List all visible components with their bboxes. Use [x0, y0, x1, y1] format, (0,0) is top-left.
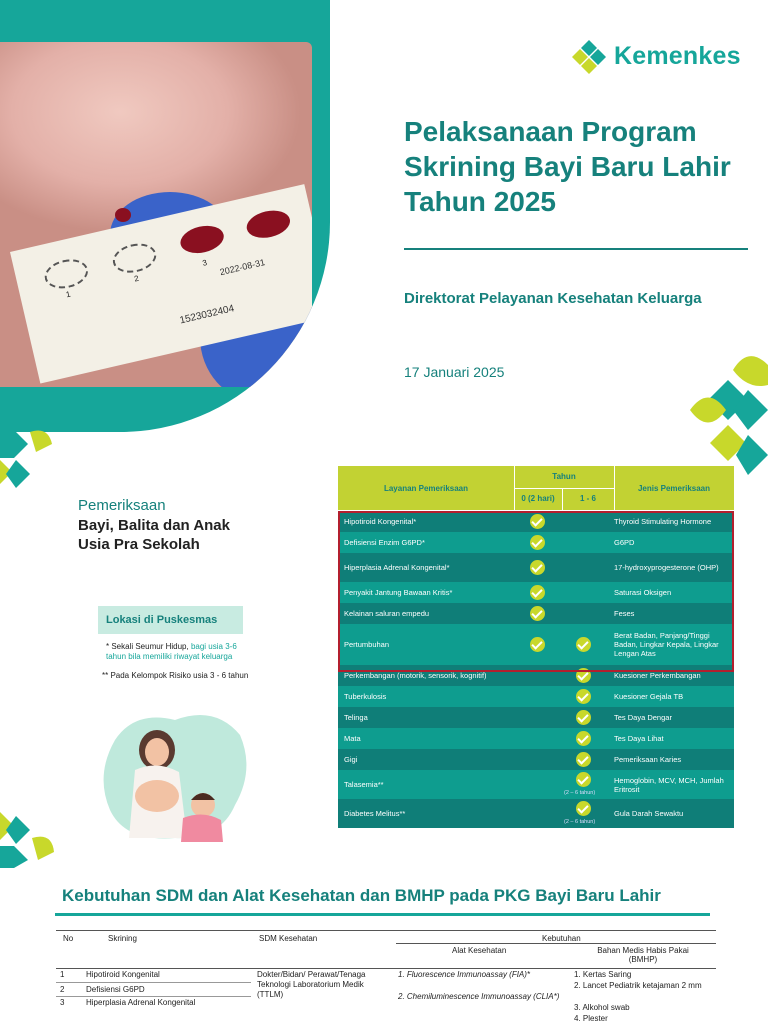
service-name: Mata [344, 733, 361, 743]
bmhp-item: 3. Alkohol swab [574, 1003, 630, 1012]
age-note: (2 – 6 tahun) [564, 790, 596, 796]
age-note: (2 – 6 tahun) [564, 819, 596, 825]
service-name: Pertumbuhan [344, 639, 390, 649]
col-sdm: SDM Kesehatan [259, 934, 318, 943]
row-skrining: Hipotiroid Kongenital [86, 970, 160, 979]
sdm-text: Dokter/Bidan/ Perawat/Tenaga Teknologi Laboratorium Medik (TTLM) [257, 970, 366, 999]
note-2: ** Pada Kelompok Risiko usia 3 - 6 tahun [102, 671, 249, 680]
table-line [56, 968, 716, 969]
highlight-box [338, 511, 734, 672]
exam-type: Pemeriksaan Karies [614, 755, 682, 764]
page-title [404, 114, 754, 219]
col-skrining: Skrining [108, 934, 137, 943]
card-code: 2022-08-31 [218, 257, 266, 278]
service-name: Tuberkulosis [344, 691, 387, 701]
exam-type: Kuesioner Perkembangan [614, 671, 701, 680]
col-kebutuhan: Kebutuhan [542, 934, 581, 943]
bottom-divider [55, 913, 710, 916]
col-alat: Alat Kesehatan [452, 946, 507, 955]
service-name: Hipotiroid Kongenital* [344, 516, 417, 526]
header-divider [514, 488, 614, 489]
service-name: Diabetes Melitus** [344, 808, 406, 818]
title-line: Tahun 2025 [404, 186, 556, 217]
alat-item: 1. Fluorescence Immunoassay (FIA)* [398, 970, 531, 979]
table-header [338, 466, 734, 510]
table-line [56, 930, 716, 931]
exam-type: Thyroid Stimulating Hormone [614, 517, 712, 526]
blood-drop [115, 208, 131, 222]
kemenkes-logo-icon [570, 38, 608, 76]
brand-name: Kemenkes [614, 42, 741, 70]
date: 17 Januari 2025 [404, 364, 505, 380]
sample-circle [42, 255, 91, 292]
service-name: Penyakit Jantung Bawaan Kritis* [344, 587, 453, 597]
decor-left-mid [0, 430, 56, 488]
card-number: 1523032404 [178, 303, 236, 327]
header-jenis: Jenis Pemeriksaan [637, 484, 711, 493]
exam-type: 17-hydroxyprogesterone (OHP) [614, 563, 719, 572]
header-col1: 0 (2 hari) [521, 494, 555, 503]
bmhp-item: 2. Lancet Pediatrik ketajaman 2 mm [574, 981, 702, 990]
table-row [338, 799, 734, 829]
header-tahun: Tahun [552, 472, 576, 481]
exam-type: Feses [614, 609, 635, 618]
header-divider [614, 466, 615, 510]
exam-type: Saturasi Oksigen [614, 588, 672, 597]
table-row [338, 686, 734, 708]
row-skrining: Hiperplasia Adrenal Kongenital [86, 998, 196, 1007]
check-icon [576, 731, 591, 746]
exam-type: G6PD [614, 538, 635, 547]
note-1 [106, 642, 256, 662]
title-line: Pelaksanaan Program [404, 116, 697, 147]
bmhp-item: 4. Plester [574, 1014, 608, 1023]
exam-type: Berat Badan, Panjang/Tinggi Badan, Lingkar Kepala, Lingkar Lengan Atas [614, 631, 719, 658]
hero-photo [0, 42, 312, 387]
sample-circle [110, 240, 159, 277]
bottom-title: Kebutuhan SDM dan Alat Kesehatan dan BMHP pada PKG Bayi Baru Lahir [62, 886, 661, 905]
service-name: Kelainan saluran empedu [344, 608, 430, 618]
service-name: Gigi [344, 754, 358, 764]
decor-left-bottom [0, 812, 56, 868]
row-no: 1 [60, 970, 65, 979]
header-col2: 1 - 6 [579, 494, 596, 503]
table-row [338, 749, 734, 771]
table-line [56, 982, 251, 983]
row-no: 3 [60, 998, 65, 1007]
row-skrining: Defisiensi G6PD [86, 985, 145, 994]
hero-panel [0, 0, 330, 432]
blood-spot [178, 222, 227, 257]
check-icon [576, 752, 591, 767]
circle-label: 1 [65, 289, 72, 300]
check-icon [576, 801, 591, 816]
location-label: Lokasi di Puskesmas [106, 614, 218, 626]
service-name: Hiperplasia Adrenal Kongenital* [344, 562, 450, 572]
exam-type: Hemoglobin, MCV, MCH, Jumlah Eritrosit [614, 775, 724, 794]
circle-label: 2 [133, 273, 140, 284]
check-icon [576, 689, 591, 704]
check-icon [576, 772, 591, 787]
note-1-lead: * Sekali Seumur Hidup, [106, 642, 189, 651]
table-row [338, 728, 734, 750]
exam-type: Tes Daya Lihat [614, 734, 664, 743]
col-no: No [63, 934, 74, 943]
exam-type: Gula Darah Sewaktu [614, 809, 684, 818]
row-no: 2 [60, 985, 65, 994]
exam-type: Kuesioner Gejala TB [614, 692, 684, 701]
alat-item: 2. Chemiluminescence Immunoassay (CLIA*) [398, 992, 560, 1001]
col-bmhp: Bahan Medis Habis Pakai (BMHP) [597, 946, 689, 964]
header-divider [562, 488, 563, 510]
circle-label: 3 [201, 258, 208, 268]
subtitle: Direktorat Pelayanan Kesehatan Keluarga [404, 290, 702, 307]
table-row [338, 707, 734, 729]
mother-child-illustration [95, 710, 250, 845]
title-line: Skrining Bayi Baru Lahir [404, 151, 731, 182]
title-divider [404, 248, 748, 250]
service-name: Talasemia** [344, 779, 384, 789]
section-heading: Pemeriksaan [78, 497, 166, 514]
check-icon [576, 710, 591, 725]
exam-type: Tes Daya Dengar [614, 713, 672, 722]
bmhp-item: 1. Kertas Saring [574, 970, 632, 979]
table-line [56, 996, 251, 997]
header-layanan: Layanan Pemeriksaan [383, 484, 469, 493]
service-name: Defisiensi Enzim G6PD* [344, 537, 425, 547]
table-line [396, 943, 716, 944]
service-name: Telinga [344, 712, 368, 722]
note-1-detail: bagi usia 3-6 tahun bila memiliki riwayat keluarga [106, 642, 237, 661]
service-name: Perkembangan (motorik, sensorik, kognitif) [344, 670, 487, 680]
blood-spot [244, 207, 293, 242]
section-subheading: Bayi, Balita dan Anak Usia Pra Sekolah [78, 517, 230, 553]
table-row [338, 770, 734, 800]
